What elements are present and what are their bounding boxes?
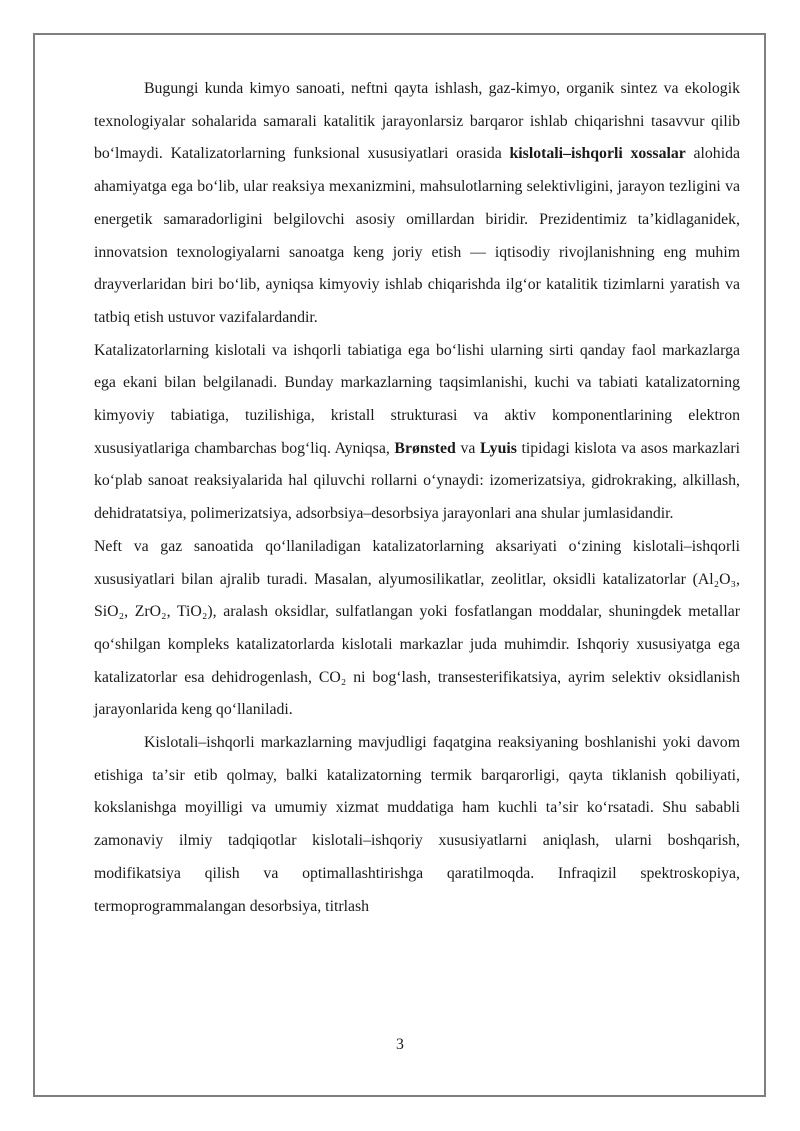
paragraph-4 bbox=[94, 727, 740, 923]
page-number: 3 bbox=[396, 1036, 404, 1053]
paragraph-2-text-a: Katalizatorlarning kislotali va ishqorli tabiatiga ega boʻlishi ularning sirti qanday faol markazlarga ega ekani bilan belgilanadi. Bunday markazlarning taqsimlanishi, kuchi va tabiati katalizatorning kimyoviy tabiatiga, tuzilishiga, kristall strukturasi va aktiv komponentlarining elektron xususiyatlariga chambarchas bogʻliq. Ayniqsa, bbox=[94, 341, 740, 457]
paragraph-3 bbox=[94, 531, 740, 727]
paragraph-2 bbox=[94, 335, 740, 531]
paragraph-3-text: Neft va gaz sanoatida qoʻllaniladigan katalizatorlarning aksariyati oʻzining kislotali–ishqorli xususiyatlari bilan ajralib turadi. Masalan, alyumosilikatlar, zeolitlar, oksidli katalizatorlar (Al₂O₃, SiO₂, ZrO₂, TiO₂), aralash oksidlar, sulfatlangan yoki fosfatlangan moddalar, shuningdek metallar qoʻshilgan kompleks katalizatorlarda kislotali markazlar juda muhimdir. Ishqoriy xususiyatga ega katalizatorlar esa dehidrogenlash, CO₂ ni bogʻlash, transesterifikatsiya, ayrim selektiv oksidlanish jarayonlarida keng qoʻllaniladi. bbox=[94, 537, 740, 719]
paragraph-2-text-c: tipidagi kislota va asos markazlari koʻplab sanoat reaksiyalarida hal qiluvchi rollarni oʻynaydi: izomerizatsiya, gidrokraking, alkillash, dehidratatsiya, polimerizatsiya, adsorbsiya–desorbsiya jarayonlari ana shular jumlasidandir. bbox=[94, 439, 740, 523]
paragraph-2-bold-bronsted: Brønsted bbox=[394, 439, 456, 457]
paragraph-1 bbox=[94, 73, 740, 335]
paragraph-4-text: Kislotali–ishqorli markazlarning mavjudligi faqatgina reaksiyaning boshlanishi yoki davom etishiga taʼsir etib qolmay, balki katalizatorning termik barqarorligi, qayta tiklanish qobiliyati, kokslanishga moyilligi va umumiy xizmat muddatiga ham kuchli taʼsir koʻrsatadi. Shu sababli zamonaviy ilmiy tadqiqotlar kislotali–ishqoriy xususiyatlarni aniqlash, ularni boshqarish, modifikatsiya qilish va optimallashtirishga qaratilmoqda. Infraqizil spektroskopiya, termoprogrammalangan desorbsiya, titrlash bbox=[94, 734, 740, 915]
paragraph-1-text-a: Bugungi kunda kimyo sanoati, neftni qayta ishlash, gaz-kimyo, organik sintez va ekologik texnologiyalar sohalarida samarali katalitik jarayonlarsiz barqaror ishlab chiqarishni tasavvur qilib boʻlmaydi. Katalizatorlarning funksional xususiyatlari orasida bbox=[94, 80, 740, 163]
paragraph-1-bold-term: kislotali–ishqorli xossalar bbox=[509, 145, 686, 163]
paragraph-2-text-b: va bbox=[455, 439, 480, 457]
document-body bbox=[94, 73, 740, 923]
paragraph-1-text-b: alohida ahamiyatga ega boʻlib, ular reaksiya mexanizmini, mahsulotlarning selektivligini, jarayon tezligini va energetik samaradorligini belgilovchi asosiy omillardan biridir. Prezidentimiz taʼkidlaganidek, innovatsion texnologiyalarni sanoatga keng joriy etish — iqtisodiy rivojlanishning eng muhim drayverlaridan biri boʻlib, ayniqsa kimyoviy ishlab chiqarishda ilgʻor katalitik tizimlarni yaratish va tatbiq etish ustuvor vazifalardandir. bbox=[94, 145, 740, 326]
paragraph-2-bold-lyuis: Lyuis bbox=[480, 439, 517, 457]
